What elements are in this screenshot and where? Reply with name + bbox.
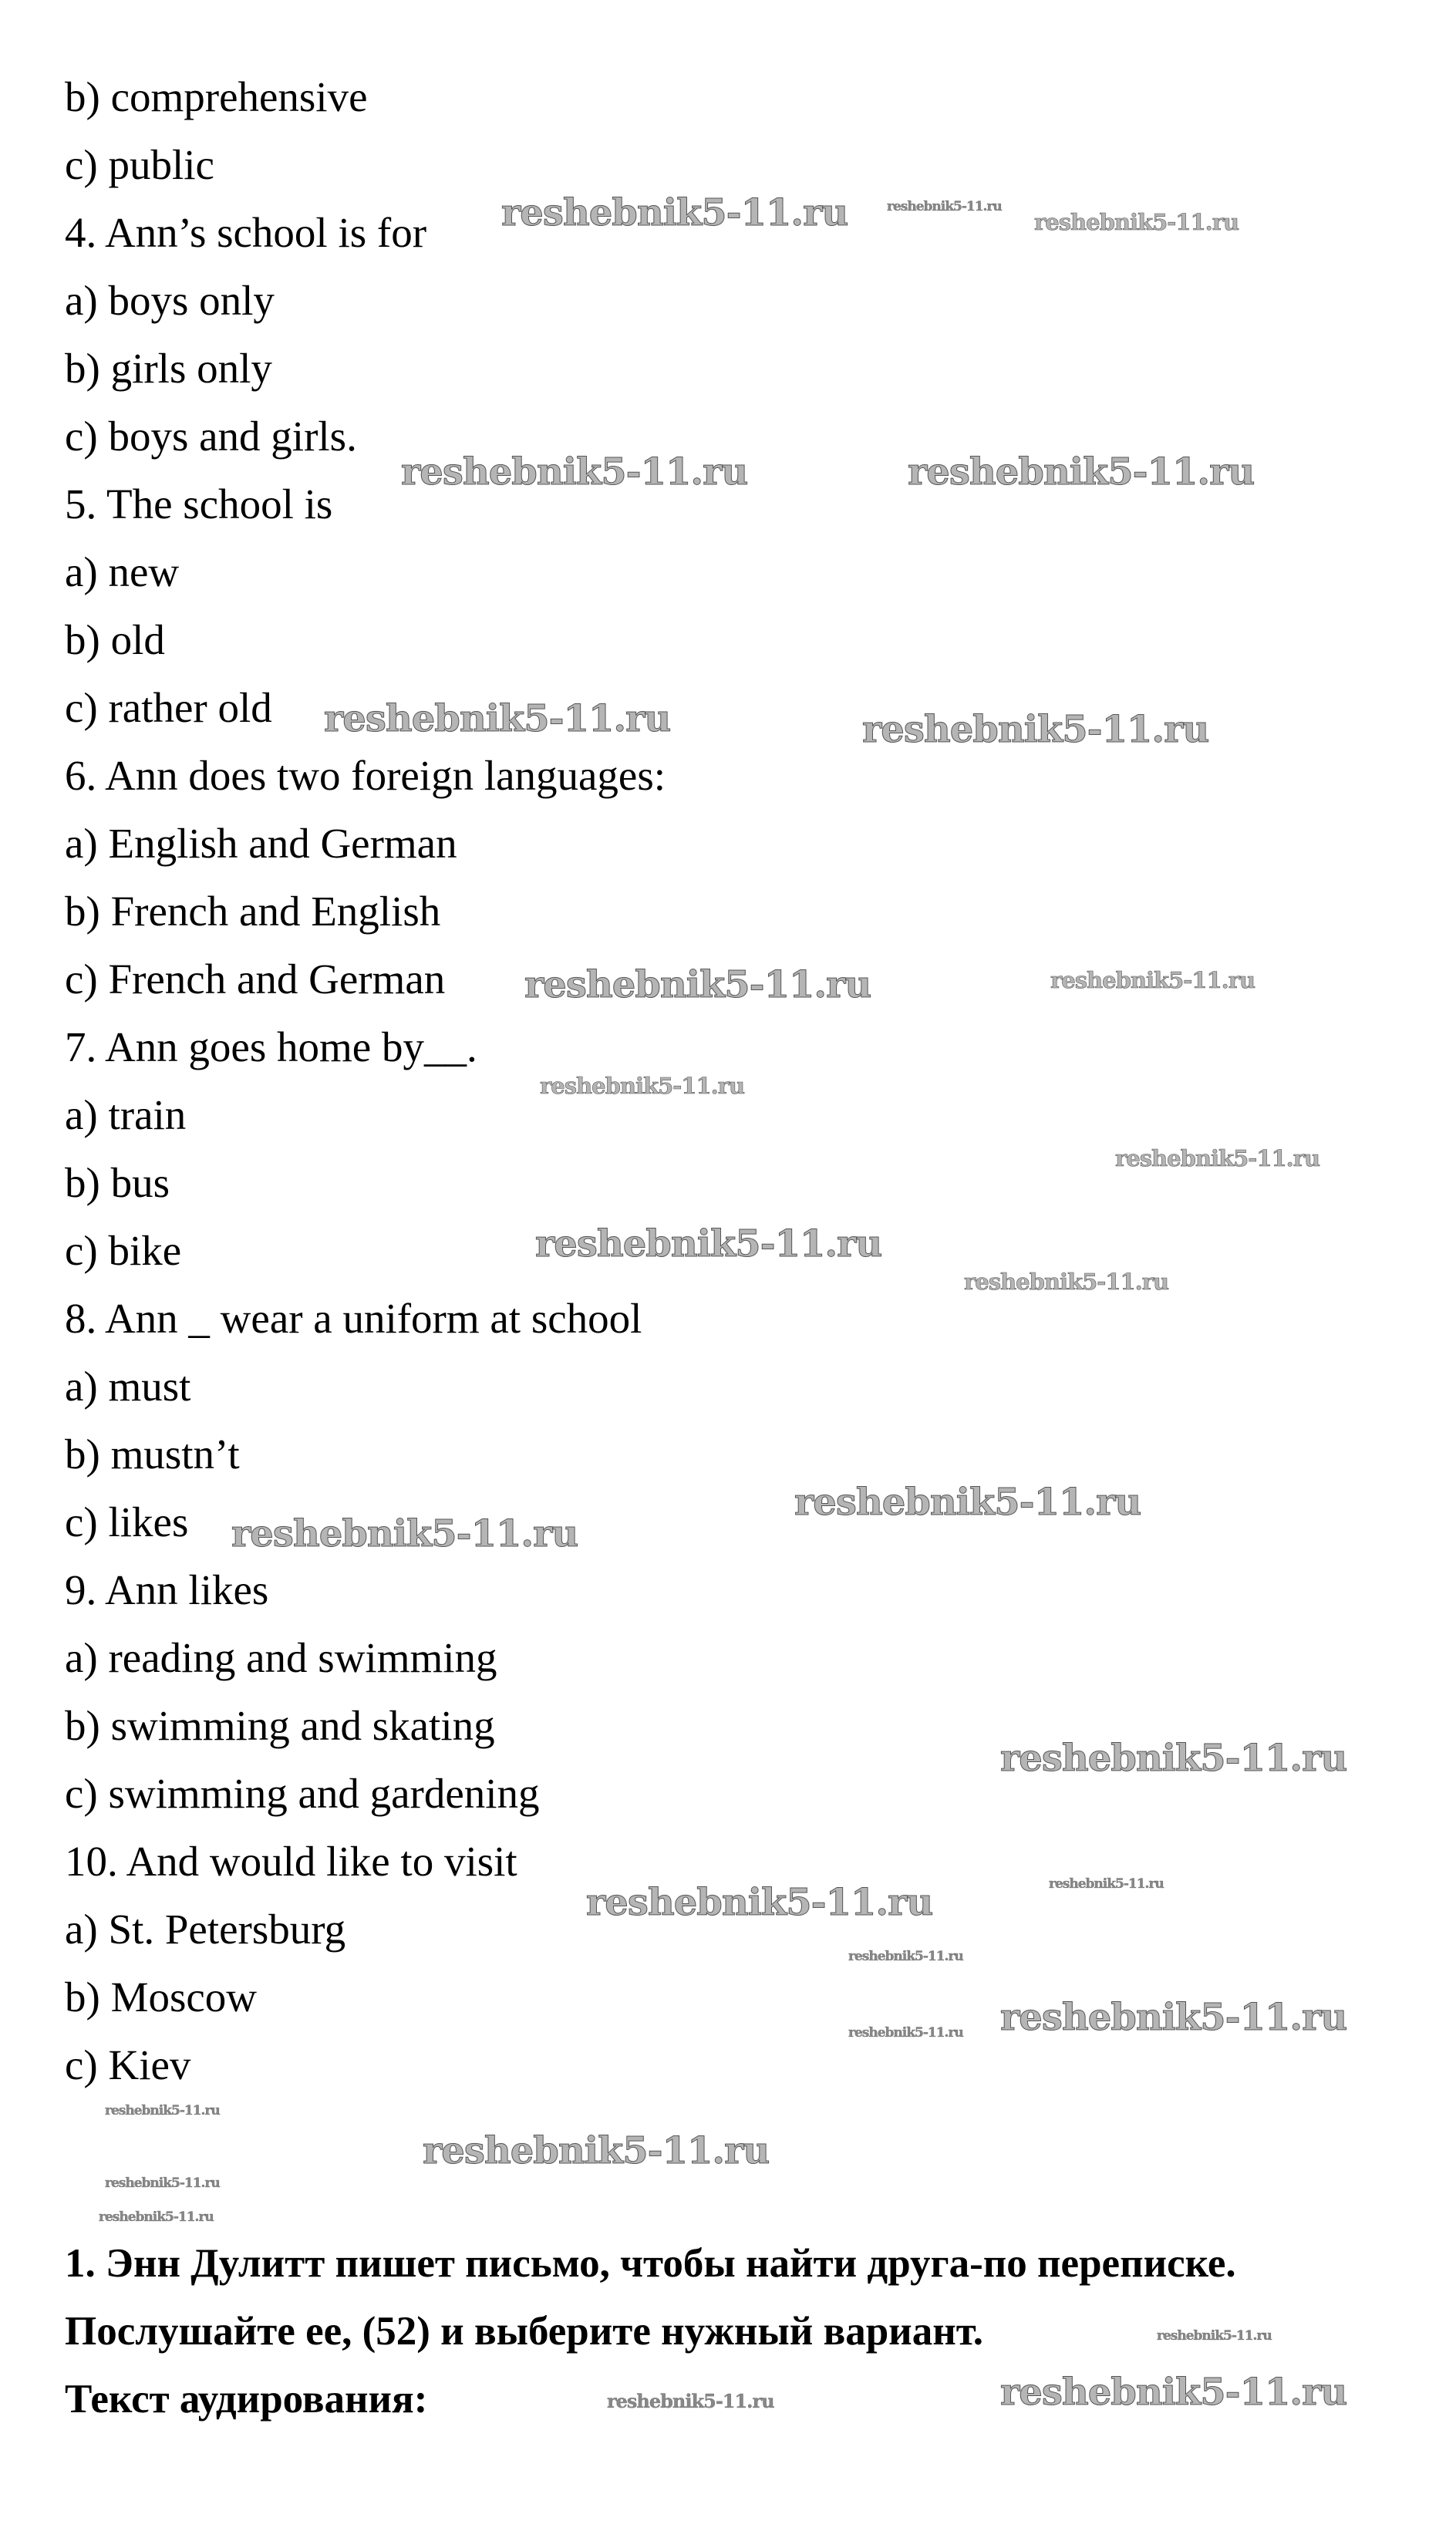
option-line: c) rather old bbox=[65, 684, 272, 731]
watermark: reshebnik5-11.ru bbox=[908, 450, 1255, 494]
watermark: reshebnik5-11.ru bbox=[862, 708, 1209, 751]
watermark: reshebnik5-11.ru bbox=[1000, 1996, 1347, 2039]
watermark: reshebnik5-11.ru bbox=[105, 2176, 220, 2191]
option-line: b) comprehensive bbox=[65, 73, 368, 120]
option-line: a) train bbox=[65, 1091, 187, 1138]
watermark: reshebnik5-11.ru bbox=[524, 963, 871, 1006]
watermark: reshebnik5-11.ru bbox=[1157, 2328, 1272, 2344]
watermark: reshebnik5-11.ru bbox=[535, 1222, 882, 1266]
question-line: 8. Ann _ wear a uniform at school bbox=[65, 1295, 642, 1342]
watermark: reshebnik5-11.ru bbox=[231, 1512, 578, 1555]
option-line: b) bus bbox=[65, 1159, 170, 1206]
option-line: a) St. Petersburg bbox=[65, 1906, 346, 1953]
watermark: reshebnik5-11.ru bbox=[423, 2129, 770, 2172]
question-line: 5. The school is bbox=[65, 480, 333, 527]
option-line: c) likes bbox=[65, 1498, 189, 1545]
question-line: 9. Ann likes bbox=[65, 1566, 269, 1613]
watermark: reshebnik5-11.ru bbox=[1034, 209, 1239, 235]
option-line: b) girls only bbox=[65, 345, 272, 392]
option-line: b) old bbox=[65, 616, 165, 663]
watermark: reshebnik5-11.ru bbox=[105, 2103, 220, 2118]
option-line: c) French and German bbox=[65, 955, 446, 1003]
watermark: reshebnik5-11.ru bbox=[607, 2390, 774, 2412]
option-line: b) French and English bbox=[65, 888, 441, 935]
option-line: c) boys and girls. bbox=[65, 413, 357, 460]
watermark: reshebnik5-11.ru bbox=[501, 191, 848, 234]
watermark: reshebnik5-11.ru bbox=[324, 697, 671, 740]
watermark: reshebnik5-11.ru bbox=[401, 450, 748, 494]
listening-text-label: Текст аудирования: bbox=[65, 2377, 428, 2422]
watermark: reshebnik5-11.ru bbox=[99, 2209, 214, 2225]
watermark: reshebnik5-11.ru bbox=[848, 2025, 963, 2041]
option-line: a) new bbox=[65, 548, 180, 595]
question-line: 6. Ann does two foreign languages: bbox=[65, 752, 666, 799]
watermark: reshebnik5-11.ru bbox=[540, 1073, 745, 1099]
option-line: a) reading and swimming bbox=[65, 1634, 497, 1681]
question-line: 10. And would like to visit bbox=[65, 1838, 517, 1885]
question-line: 7. Ann goes home by__. bbox=[65, 1023, 477, 1070]
option-line: c) bike bbox=[65, 1227, 182, 1274]
option-line: b) swimming and skating bbox=[65, 1702, 495, 1749]
watermark: reshebnik5-11.ru bbox=[794, 1481, 1141, 1524]
watermark: reshebnik5-11.ru bbox=[964, 1269, 1169, 1295]
task-instruction: 1. Энн Дулитт пишет письмо, чтобы найти друга-по переписке. bbox=[65, 2241, 1236, 2286]
option-line: c) Kiev bbox=[65, 2041, 191, 2088]
option-line: b) mustn’t bbox=[65, 1431, 240, 1478]
task-instruction: Послушайте ее, (52) и выберите нужный вариант. bbox=[65, 2309, 984, 2354]
watermark: reshebnik5-11.ru bbox=[1049, 1876, 1164, 1892]
watermark: reshebnik5-11.ru bbox=[1000, 2371, 1347, 2414]
option-line: a) boys only bbox=[65, 277, 275, 324]
option-line: b) Moscow bbox=[65, 1973, 258, 2021]
watermark: reshebnik5-11.ru bbox=[1050, 967, 1255, 993]
watermark: reshebnik5-11.ru bbox=[887, 199, 1002, 214]
watermark: reshebnik5-11.ru bbox=[1115, 1145, 1320, 1171]
option-line: a) must bbox=[65, 1363, 191, 1410]
option-line: c) swimming and gardening bbox=[65, 1770, 540, 1817]
watermark: reshebnik5-11.ru bbox=[586, 1881, 933, 1924]
watermark: reshebnik5-11.ru bbox=[848, 1949, 963, 1964]
option-line: c) public bbox=[65, 141, 214, 188]
option-line: a) English and German bbox=[65, 820, 457, 867]
question-line: 4. Ann’s school is for bbox=[65, 209, 427, 256]
watermark: reshebnik5-11.ru bbox=[1000, 1737, 1347, 1780]
